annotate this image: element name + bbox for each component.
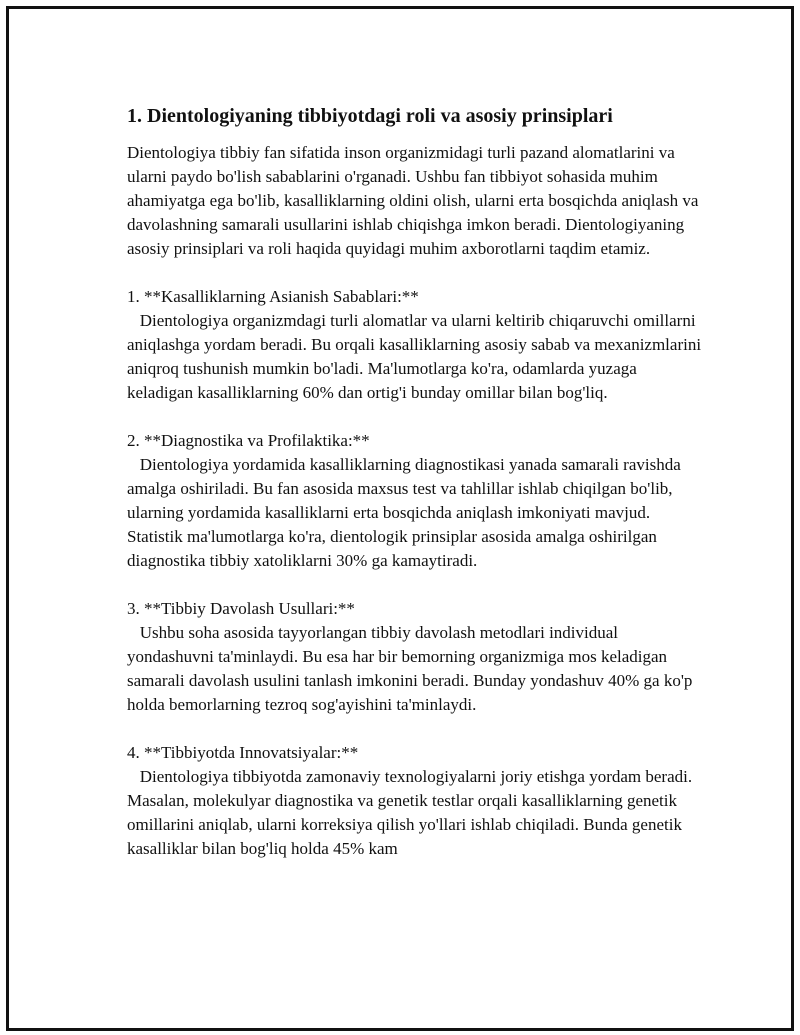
section-body: Dientologiya yordamida kasalliklarning diagnostikasi yanada samarali ravishda amalga oshiriladi. Bu fan asosida maxsus test va tahlillar ishlab chiqilgan bo'lib, ularning yordamida kasalliklarni erta bosqichda aniqlash imkoniyati mavjud. Statistik ma'lumotlarga ko'ra, dientologik prinsiplar asosida amalga oshirilgan diagnostika tibbiy xatoliklarni 30% ga kamaytiradi. — [127, 455, 686, 570]
document-page — [6, 6, 794, 1031]
section-4 — [127, 741, 702, 861]
section-body: Dientologiya tibbiyotda zamonaviy texnologiyalarni joriy etishga yordam beradi. Masalan, molekulyar diagnostika va genetik testlar orqali kasalliklarning genetik omillarini aniqlab, ularni korreksiya qilish yo'llari ishlab chiqiladi. Bunda genetik kasalliklar bilan bog'liq holda 45% kam — [127, 767, 697, 858]
section-title: 2. **Diagnostika va Profilaktika:** — [127, 431, 370, 450]
section-1 — [127, 285, 706, 405]
section-title: 1. **Kasalliklarning Asianish Sabablari:** — [127, 287, 419, 306]
document-content — [127, 101, 706, 861]
section-body: Dientologiya organizmdagi turli alomatlar va ularni keltirib chiqaruvchi omillarni aniqlashga yordam beradi. Bu orqali kasalliklarning asosiy sabab va mexanizmlarini aniqroq tushunish mumkin bo'ladi. Ma'lumotlarga ko'ra, odamlarda yuzaga keladigan kasalliklarning 60% dan ortig'i bunday omillar bilan bog'liq. — [127, 311, 706, 402]
section-title: 3. **Tibbiy Davolash Usullari:** — [127, 599, 355, 618]
section-3 — [127, 597, 702, 717]
intro-paragraph: Dientologiya tibbiy fan sifatida inson organizmidagi turli pazand alomatlarini va ularni paydo bo'lish sabablarini o'rganadi. Ushbu fan tibbiyot sohasida muhim ahamiyatga ega bo'lib, kasalliklarning oldini olish, ularni erta bosqichda aniqlash va davolashning samarali usullarini ishlab chiqishga imkon beradi. Dientologiyaning asosiy prinsiplari va roli haqida quyidagi muhim axborotlarni taqdim etamiz. — [127, 143, 699, 258]
document-heading: 1. Dientologiyaning tibbiyotdagi roli va asosiy prinsiplari — [127, 105, 613, 127]
section-title: 4. **Tibbiyotda Innovatsiyalar:** — [127, 743, 359, 762]
section-2 — [127, 429, 702, 573]
section-body: Ushbu soha asosida tayyorlangan tibbiy davolash metodlari individual yondashuvni ta'minlaydi. Bu esa har bir bemorning organizmiga mos keladigan samarali davolash usulini tanlash imkonini beradi. Bunday yondashuv 40% ga ko'p holda bemorlarning tezroq sog'ayishini ta'minlaydi. — [127, 623, 697, 714]
